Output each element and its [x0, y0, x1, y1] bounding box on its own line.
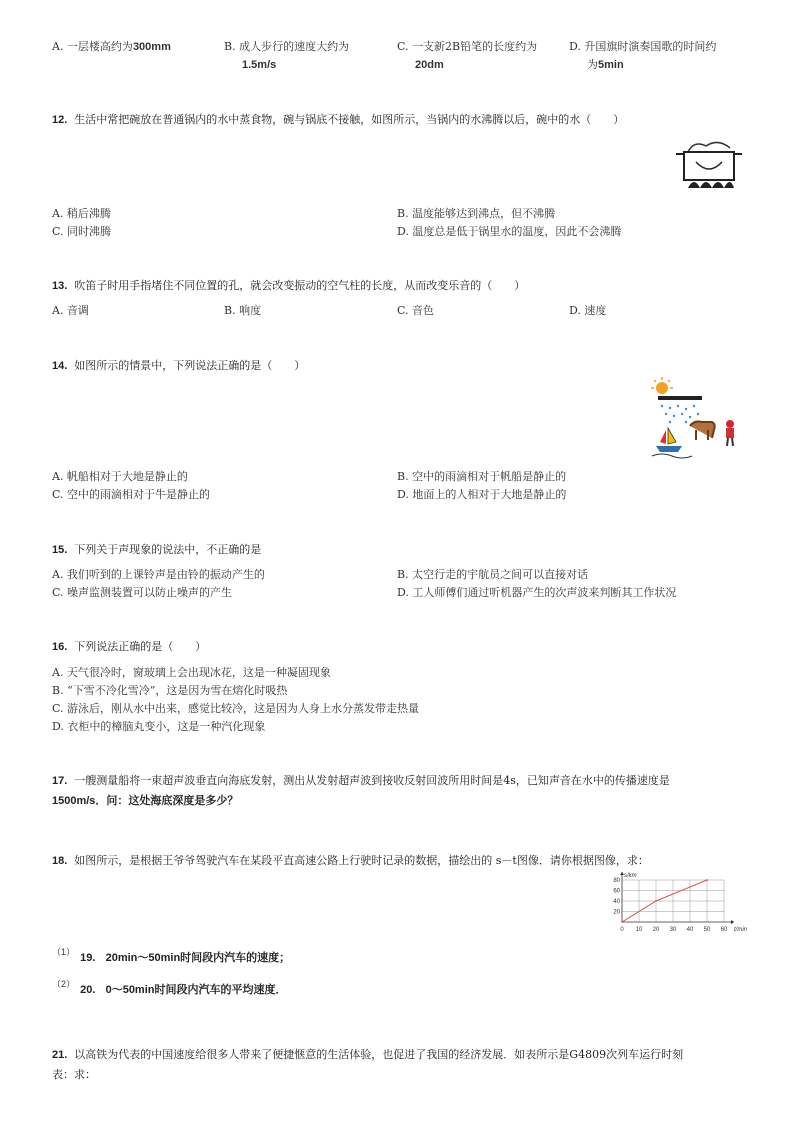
data-point	[621, 921, 623, 923]
x-tick-label: 60	[720, 927, 728, 933]
q11-option-c: C. 一支新2B铅笔的长度约为 20dm	[397, 40, 538, 71]
y-axis-label: s/km	[624, 873, 637, 879]
q13-option-a: A. 音调	[52, 304, 89, 317]
q21-stem: 21. 以高铁为代表的中国速度给很多人带来了便捷惬意的生活体验，也促进了我国的经济发展．如表所示是G4809次列车运行时刻 表：求：	[52, 1048, 684, 1081]
q16-option-a: A. 天气很冷时，窗玻璃上会出现冰花，这是一种凝固现象	[52, 666, 331, 679]
q18-sub1: $^{(1)}$ 19. 20min～50min时间段内汽车的速度；	[52, 947, 291, 964]
q16-stem: 16. 下列说法正确的是（ ）	[52, 640, 207, 653]
q12-option-b: B. 温度能够达到沸点，但不沸腾	[397, 207, 556, 220]
q13-option-c: C. 音色	[397, 304, 435, 317]
x-tick-label: 20	[652, 927, 660, 933]
boat-cow-rain-figure	[650, 376, 742, 460]
q14-option-c: C. 空中的雨滴相对于牛是静止的	[52, 488, 211, 501]
x-axis-label: t/min	[734, 927, 748, 933]
q15-option-c: C. 噪声监测装置可以防止噪声的产生	[52, 586, 233, 599]
q11-option-a: A. 一层楼高约为300mm	[52, 40, 171, 53]
q14-stem: 14. 如图所示的情景中，下列说法正确的是（ ）	[52, 359, 306, 372]
q12-option-d: D. 温度总是低于锅里水的温度，因此不会沸腾	[397, 225, 622, 238]
q13-option-d: D. 速度	[569, 304, 607, 317]
q16-option-b: B. “下雪不冷化雪冷”，这是因为雪在熔化时吸热	[52, 684, 288, 697]
x-tick-label: 50	[703, 927, 711, 933]
q14-option-d: D. 地面上的人相对于大地是静止的	[397, 488, 567, 501]
y-tick-label: 20	[613, 909, 620, 916]
q11-option-d: D. 升国旗时演奏国歌的时间约 为5min	[569, 40, 717, 71]
data-point	[706, 879, 708, 881]
s-t-chart	[602, 870, 748, 938]
q14-option-b: B. 空中的雨滴相对于帆船是静止的	[397, 470, 567, 483]
q15-option-d: D. 工人师傅们通过听机器产生的次声波来判断其工作状况	[397, 586, 677, 599]
x-tick-label: 40	[686, 927, 694, 933]
x-tick-label: 10	[635, 927, 643, 933]
q14-option-a: A. 帆船相对于大地是静止的	[52, 470, 188, 483]
q16-option-d: D. 衣柜中的樟脑丸变小，这是一种汽化现象	[52, 720, 266, 733]
q12-option-a: A. 稍后沸腾	[52, 207, 111, 220]
q12-option-c: C. 同时沸腾	[52, 225, 112, 238]
q11-option-b: B. 成人步行的速度大约为 1.5m/s	[224, 40, 350, 71]
y-tick-label: 80	[613, 878, 620, 884]
q15-option-a: A. 我们听到的上课铃声是由铃的振动产生的	[52, 568, 265, 581]
q16-option-c: C. 游泳后，刚从水中出来，感觉比较冷，这是因为人身上水分蒸发带走热量	[52, 702, 420, 715]
q13-stem: 13. 吹笛子时用手指堵住不同位置的孔，就会改变振动的空气柱的长度，从而改变乐音的（ ）	[52, 279, 526, 292]
q13-option-b: B. 响度	[224, 304, 262, 317]
q17-stem: 17. 一艘测量船将一束超声波垂直向海底发射，测出从发射超声波到接收反射回波所用时间是4s，已知声音在水中的传播速度是 1500m/s．问：这处海底深度是多少？	[52, 774, 670, 807]
q15-stem: 15. 下列关于声现象的说法中，不正确的是	[52, 543, 262, 556]
y-tick-label: 60	[613, 888, 620, 895]
q18-sub2: $^{(2)}$ 20. 0～50min时间段内汽车的平均速度．	[52, 979, 287, 996]
data-point	[655, 900, 657, 902]
x-tick-label: 0	[620, 927, 624, 933]
q12-stem: 12. 生活中常把碗放在普通锅内的水中蒸食物，碗与锅底不接触，如图所示，当锅内的水沸腾以后，碗中的水（ ）	[52, 113, 625, 126]
x-tick-label: 30	[669, 927, 677, 933]
q18-stem: 18. 如图所示，是根据王爷爷驾驶汽车在某段平直高速公路上行驶时记录的数据，描绘出的 s－t图像．请你根据图像，求：	[52, 854, 649, 867]
y-tick-label: 40	[613, 899, 620, 905]
pot-steaming-figure	[674, 136, 744, 194]
x-axis-arrow	[731, 920, 734, 924]
q15-option-b: B. 太空行走的宇航员之间可以直接对话	[397, 568, 589, 581]
